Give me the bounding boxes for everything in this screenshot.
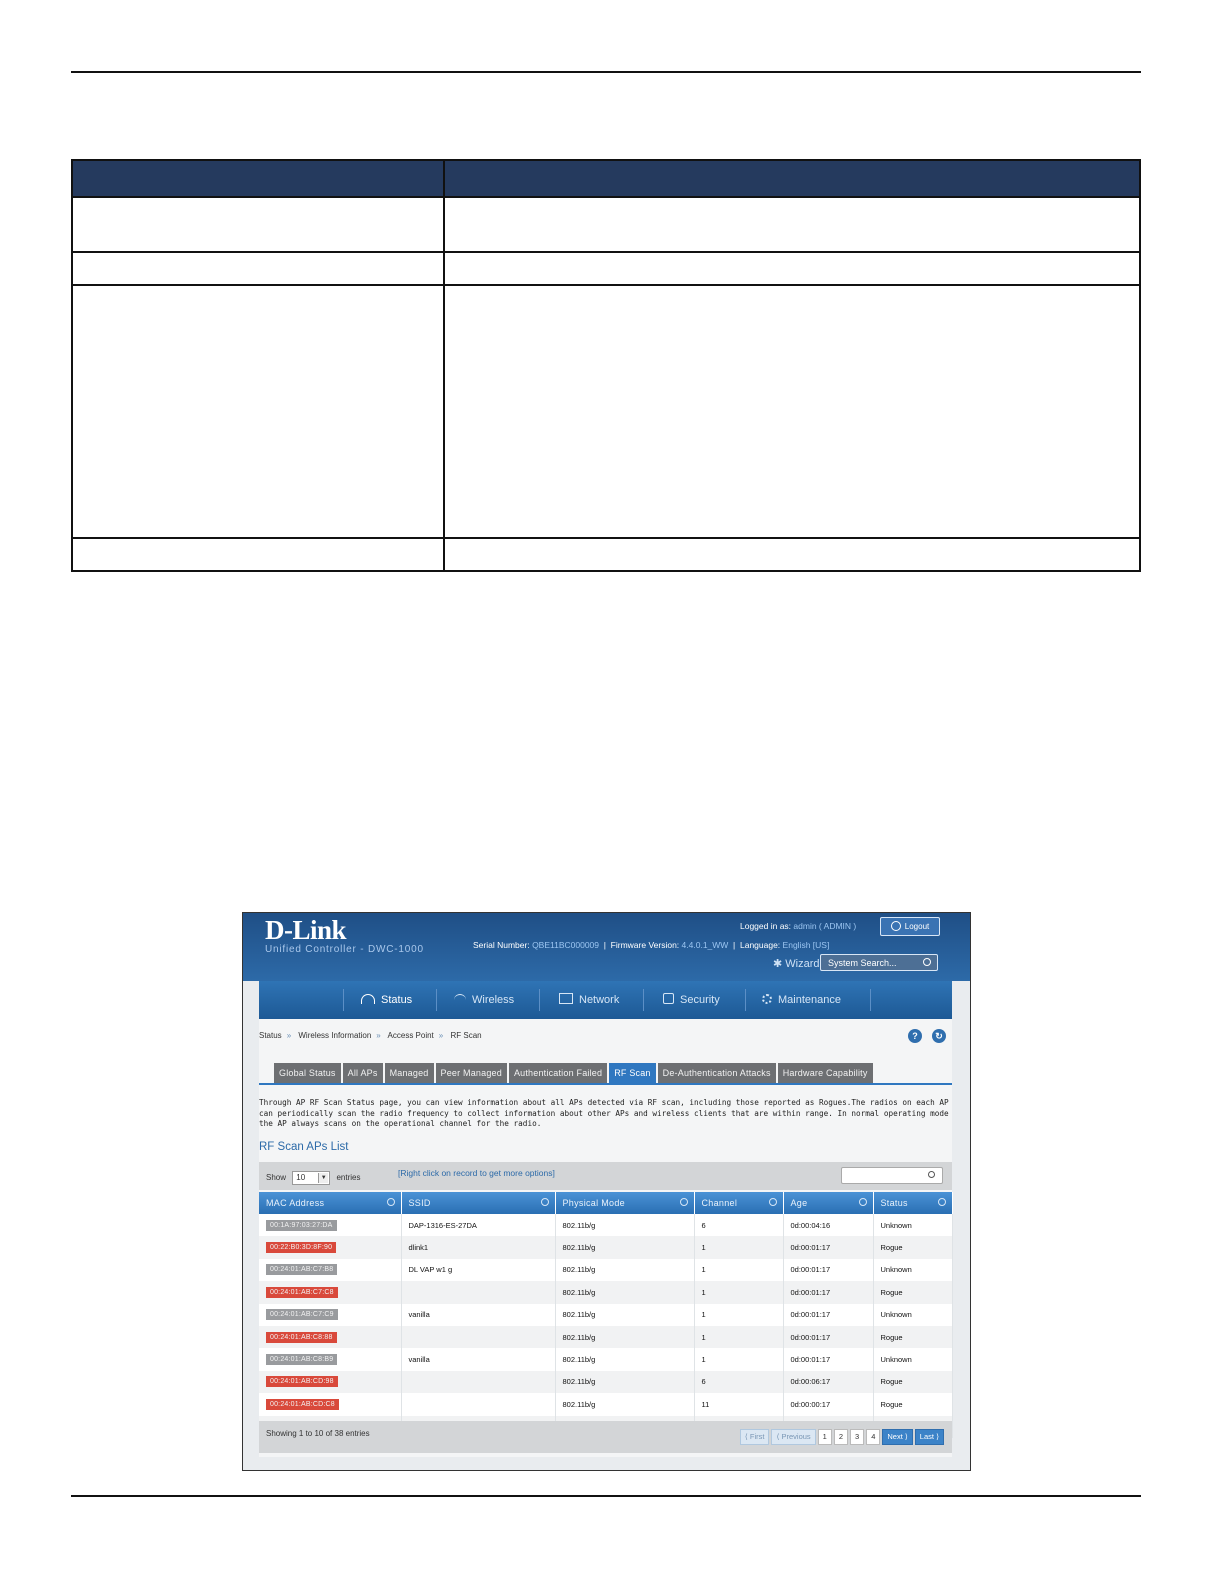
cell-channel: 1 [694, 1236, 783, 1258]
page-4-button[interactable]: 4 [866, 1429, 880, 1445]
tab-hardware-capability[interactable]: Hardware Capability [778, 1063, 873, 1083]
cell-channel: 1 [694, 1304, 783, 1326]
cell-mac-address [259, 1214, 401, 1236]
cell-physical-mode: 802.11b/g [555, 1236, 694, 1258]
list-title: RF Scan APs List [259, 1141, 349, 1153]
last-page-button[interactable]: Last ⟩ [915, 1429, 944, 1445]
mac-badge: 00:24:01:AB:C7:C9 [266, 1309, 338, 1320]
cell-status: Rogue [873, 1281, 952, 1303]
logged-in-user: admin ( ADMIN ) [793, 921, 857, 931]
page-description: Through AP RF Scan Status page, you can view information about all APs detected via RF scan, including those reported as Rogues.The radios on each AP can periodically scan the radio frequency to collect information about other APs and wireless clients that are within range. In normal operating mode the AP always scans on the operational channel for the radio. [259, 1098, 949, 1128]
tab-underline [259, 1083, 952, 1085]
cell-ssid [401, 1281, 555, 1303]
previous-page-button[interactable]: ⟨ Previous [771, 1429, 815, 1445]
cell-channel: 6 [694, 1371, 783, 1393]
cell-age: 0d:00:01:17 [783, 1236, 873, 1258]
context-hint: [Right click on record to get more options] [398, 1168, 555, 1178]
table-row[interactable] [259, 1304, 952, 1326]
cell-physical-mode: 802.11b/g [555, 1393, 694, 1415]
serial-number: QBE11BC000009 [532, 940, 600, 950]
power-icon [891, 921, 901, 931]
cell-mac-address [259, 1393, 401, 1415]
sort-icon [680, 1198, 688, 1206]
tab-rf-scan[interactable]: RF Scan [609, 1063, 655, 1083]
cell-ssid [401, 1326, 555, 1348]
sort-icon [859, 1198, 867, 1206]
column-ssid[interactable]: SSID [401, 1192, 555, 1214]
sort-icon [769, 1198, 777, 1206]
tab-peer-managed[interactable]: Peer Managed [436, 1063, 507, 1083]
table-row[interactable] [259, 1259, 952, 1281]
cell-ssid: dlink1 [401, 1236, 555, 1258]
table-row[interactable] [259, 1371, 952, 1393]
table-row[interactable] [259, 1214, 952, 1236]
table-row [72, 285, 1140, 538]
mac-badge: 00:24:01:AB:C7:C8 [266, 1287, 338, 1298]
cell-status: Unknown [873, 1214, 952, 1236]
cell-age: 0d:00:01:17 [783, 1281, 873, 1303]
sort-icon [938, 1198, 946, 1206]
cell-channel: 1 [694, 1326, 783, 1348]
cell-status: Rogue [873, 1236, 952, 1258]
cell-age: 0d:00:06:17 [783, 1371, 873, 1393]
search-icon [928, 1171, 935, 1178]
breadcrumb-status[interactable]: Status [259, 1031, 282, 1040]
first-page-button[interactable]: ⟨ First [740, 1429, 770, 1445]
dashboard-icon [361, 994, 375, 1004]
sort-icon [387, 1198, 395, 1206]
breadcrumb-access-point[interactable]: Access Point [387, 1031, 434, 1040]
cell-physical-mode: 802.11b/g [555, 1326, 694, 1348]
wifi-icon [454, 994, 466, 1004]
mac-badge: 00:24:01:AB:C7:B8 [266, 1264, 337, 1275]
breadcrumb: Status » Wireless Information » Access Point » RF Scan [259, 1031, 482, 1040]
cell-physical-mode: 802.11b/g [555, 1304, 694, 1326]
column-age[interactable]: Age [783, 1192, 873, 1214]
language-link[interactable]: English [US] [782, 940, 830, 950]
rf-scan-table [259, 1192, 953, 1438]
cell-mac-address [259, 1304, 401, 1326]
cell-status: Rogue [873, 1393, 952, 1415]
table-row[interactable] [259, 1348, 952, 1370]
product-name: Unified Controller - DWC-1000 [265, 944, 424, 955]
table-row [72, 538, 1140, 571]
cell-channel: 1 [694, 1348, 783, 1370]
search-icon [923, 958, 931, 966]
mac-badge: 00:22:B0:3D:8F:90 [266, 1242, 336, 1253]
refresh-icon[interactable]: ↻ [932, 1029, 946, 1043]
sort-icon [541, 1198, 549, 1206]
nav-network[interactable]: Network [559, 981, 619, 1019]
cell-status: Unknown [873, 1348, 952, 1370]
wizard-icon: ✱ [773, 958, 783, 970]
cell-ssid [401, 1371, 555, 1393]
tab-managed[interactable]: Managed [385, 1063, 434, 1083]
nav-wireless[interactable]: Wireless [454, 981, 514, 1019]
cell-age: 0d:00:01:17 [783, 1326, 873, 1348]
table-row [72, 252, 1140, 285]
mac-badge: 00:24:01:AB:CD:C8 [266, 1399, 339, 1410]
tab-global-status[interactable]: Global Status [274, 1063, 341, 1083]
cell-mac-address [259, 1236, 401, 1258]
cell-age: 0d:00:01:17 [783, 1259, 873, 1281]
table-footer [259, 1421, 952, 1453]
bottom-rule [71, 1495, 1141, 1497]
cell-age: 0d:00:04:16 [783, 1214, 873, 1236]
entries-selector: Show 10 ▼ entries [266, 1171, 361, 1185]
cell-physical-mode: 802.11b/g [555, 1214, 694, 1236]
cell-status: Rogue [873, 1371, 952, 1393]
tab-de-authentication-attacks[interactable]: De-Authentication Attacks [658, 1063, 776, 1083]
cell-physical-mode: 802.11b/g [555, 1259, 694, 1281]
table-row[interactable] [259, 1326, 952, 1348]
table-body [259, 1214, 952, 1438]
table-header-row [259, 1192, 952, 1214]
cell-channel: 1 [694, 1259, 783, 1281]
cell-physical-mode: 802.11b/g [555, 1371, 694, 1393]
cell-ssid: vanilla [401, 1304, 555, 1326]
nav-security[interactable]: Security [663, 981, 720, 1019]
login-info: Logged in as: admin ( ADMIN ) [740, 921, 857, 931]
wizard-link[interactable]: ✱ Wizard [773, 958, 820, 970]
table-row[interactable] [259, 1236, 952, 1258]
cell-ssid: vanilla [401, 1348, 555, 1370]
cell-channel: 11 [694, 1393, 783, 1415]
cell-ssid: DAP-1316-ES-27DA [401, 1214, 555, 1236]
cell-physical-mode: 802.11b/g [555, 1348, 694, 1370]
cell-physical-mode: 802.11b/g [555, 1281, 694, 1303]
firmware-version: 4.4.0.1_WW [681, 940, 729, 950]
table-row [72, 197, 1140, 252]
page-3-button[interactable]: 3 [850, 1429, 864, 1445]
mac-badge: 00:24:01:AB:CD:98 [266, 1376, 338, 1387]
mac-badge: 00:1A:97:03:27:DA [266, 1220, 337, 1231]
main-nav [259, 981, 952, 1019]
cell-mac-address [259, 1281, 401, 1303]
lock-icon [663, 993, 674, 1004]
tab-bar [274, 1063, 875, 1083]
top-rule [71, 71, 1141, 73]
next-page-button[interactable]: Next ⟩ [882, 1429, 912, 1445]
gear-icon [762, 994, 772, 1004]
cell-status: Unknown [873, 1304, 952, 1326]
table-search-input[interactable] [841, 1167, 943, 1184]
help-icon[interactable]: ? [908, 1029, 922, 1043]
app-header [243, 913, 970, 981]
cell-mac-address [259, 1348, 401, 1370]
breadcrumb-wireless-information[interactable]: Wireless Information [298, 1031, 372, 1040]
column-physical-mode[interactable]: Physical Mode [555, 1192, 694, 1214]
entries-select[interactable]: 10 ▼ [292, 1171, 330, 1185]
cell-ssid [401, 1393, 555, 1415]
parameter-table [71, 159, 1141, 572]
nav-maintenance[interactable]: Maintenance [762, 981, 841, 1019]
table-row[interactable] [259, 1281, 952, 1303]
cell-ssid: DL VAP w1 g [401, 1259, 555, 1281]
table-row[interactable] [259, 1393, 952, 1415]
cell-channel: 6 [694, 1214, 783, 1236]
device-info: Serial Number: QBE11BC000009 | Firmware Version: 4.4.0.1_WW | Language: English [US] [473, 940, 830, 950]
cell-status: Rogue [873, 1326, 952, 1348]
mac-badge: 00:24:01:AB:C8:B9 [266, 1354, 337, 1365]
pagination [738, 1429, 944, 1445]
tab-all-aps[interactable]: All APs [343, 1063, 383, 1083]
cell-mac-address [259, 1326, 401, 1348]
breadcrumb-rf-scan: RF Scan [450, 1031, 482, 1040]
mac-badge: 00:24:01:AB:C8:88 [266, 1332, 337, 1343]
page-2-button[interactable]: 2 [834, 1429, 848, 1445]
cell-channel: 1 [694, 1281, 783, 1303]
cell-age: 0d:00:01:17 [783, 1348, 873, 1370]
table-header-row [72, 160, 1140, 197]
system-search-input[interactable]: System Search... [820, 954, 938, 971]
column-mac-address[interactable]: MAC Address [259, 1192, 401, 1214]
logout-button[interactable]: Logout [880, 917, 940, 936]
rf-scan-screenshot [242, 912, 971, 1471]
cell-mac-address [259, 1259, 401, 1281]
tab-authentication-failed[interactable]: Authentication Failed [509, 1063, 607, 1083]
dlink-logo: D-Link [265, 915, 347, 945]
cell-status: Unknown [873, 1259, 952, 1281]
column-channel[interactable]: Channel [694, 1192, 783, 1214]
chevron-down-icon: ▼ [318, 1173, 328, 1183]
showing-info: Showing 1 to 10 of 38 entries [266, 1429, 370, 1438]
column-status[interactable]: Status [873, 1192, 952, 1214]
cell-mac-address [259, 1371, 401, 1393]
cell-age: 0d:00:01:17 [783, 1304, 873, 1326]
nav-status[interactable]: Status [361, 981, 412, 1019]
cell-age: 0d:00:00:17 [783, 1393, 873, 1415]
computer-icon [559, 993, 573, 1004]
table-toolbar [259, 1162, 952, 1190]
page-1-button[interactable]: 1 [818, 1429, 832, 1445]
